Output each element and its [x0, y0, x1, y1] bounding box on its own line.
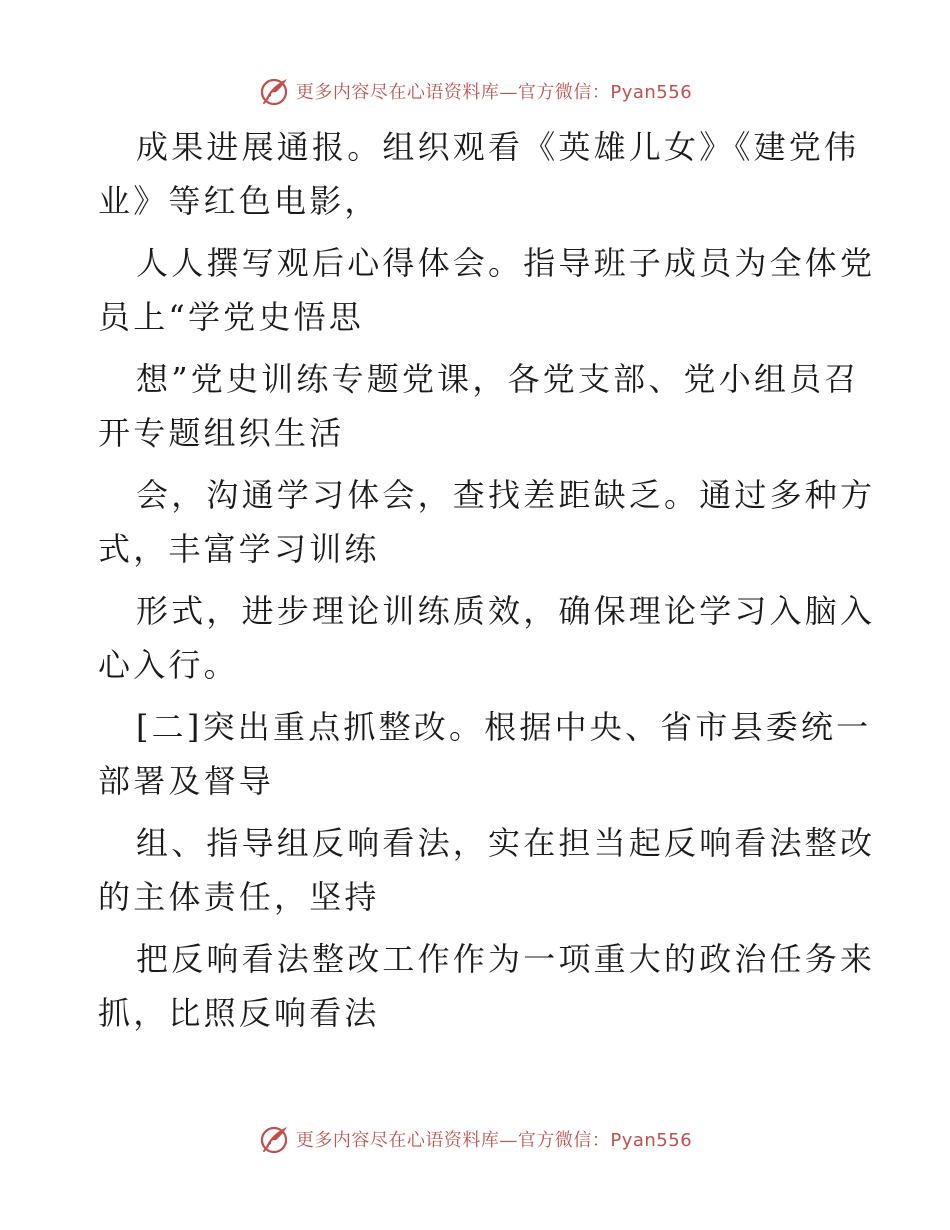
text-line: 的主体责任，坚持: [98, 878, 380, 916]
text-line: 抓，比照反响看法: [98, 994, 380, 1032]
banner-contact-id: Pyan556: [610, 1130, 693, 1151]
text-line: 心入行。: [98, 646, 239, 684]
text-line: 会，沟通学习体会，查找差距缺乏。通过多种方: [136, 476, 876, 514]
banner-text: [296, 1126, 692, 1152]
text-line: 形式，进步理论训练质效，确保理论学习入脑入: [136, 592, 876, 630]
text-line: [二]突出重点抓整改。根据中央、省市县委统一: [136, 708, 872, 746]
header-banner: [0, 71, 950, 111]
banner-separator: —: [499, 1130, 518, 1151]
text-line: 人人撰写观后心得体会。指导班子成员为全体党: [136, 244, 876, 282]
text-line: 部署及督导: [98, 762, 275, 800]
text-line: 业》等红色电影，: [98, 182, 380, 220]
banner-contact-label: 官方微信：: [517, 1130, 611, 1151]
footer-banner: [0, 1119, 950, 1159]
text-line: 组、指导组反响看法，实在担当起反响看法整改: [136, 824, 876, 862]
text-line: 开专题组织生活: [98, 414, 345, 452]
banner-title: 更多内容尽在心语资料库: [295, 1130, 500, 1151]
document-body: [98, 120, 876, 1040]
text-line: 成果进展通报。组织观看《英雄儿女》《建党伟: [136, 128, 860, 166]
text-line: 员上“学党史悟思: [98, 298, 364, 336]
banner-contact-label: 官方微信：: [517, 82, 611, 103]
banner-text: [296, 78, 692, 104]
text-line: 把反响看法整改工作作为一项重大的政治任务来: [136, 940, 876, 978]
text-line: 式，丰富学习训练: [98, 530, 380, 568]
banner-contact-id: Pyan556: [610, 82, 693, 103]
feather-quill-logo-icon: [258, 75, 290, 107]
banner-separator: —: [499, 82, 518, 103]
feather-quill-logo-icon: [258, 1123, 290, 1155]
text-line: 想”党史训练专题党课，各党支部、党小组员召: [136, 360, 860, 398]
banner-title: 更多内容尽在心语资料库: [295, 82, 500, 103]
